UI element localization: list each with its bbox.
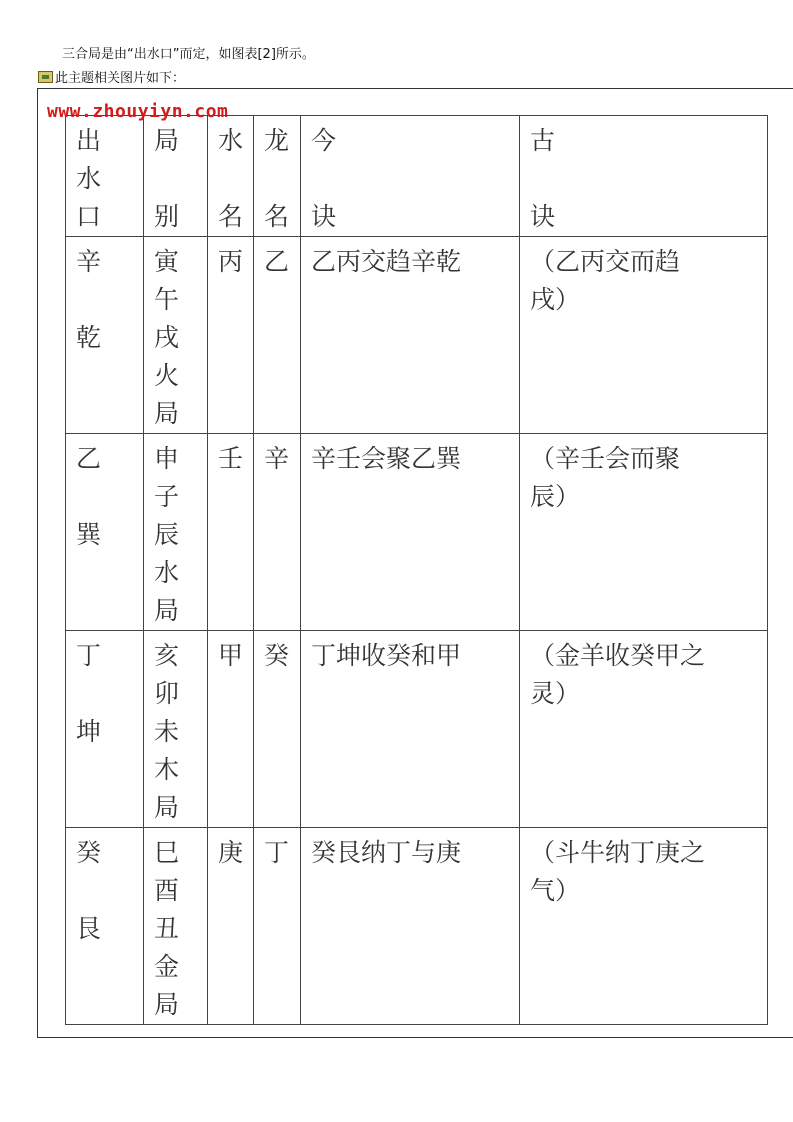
header-water: [208, 116, 254, 237]
outlet-cell: [66, 434, 144, 631]
header-ju-top: 局: [154, 126, 180, 155]
header-gu: [520, 116, 768, 237]
ju-char: 酉: [154, 876, 180, 905]
ju-char: 局: [154, 596, 180, 625]
sanhe-table: [65, 115, 768, 1025]
water-cell: 壬: [208, 434, 254, 631]
ju-char: 午: [154, 285, 180, 314]
outlet-top: 丁: [76, 641, 102, 670]
ju-char: 丑: [154, 914, 180, 943]
gu-line: （金羊收癸甲之: [530, 641, 706, 670]
header-dragon: [254, 116, 301, 237]
ju-char: 局: [154, 793, 180, 822]
dragon-cell: 乙: [254, 237, 301, 434]
water-cell: 甲: [208, 631, 254, 828]
gu-line: 灵）: [530, 679, 581, 708]
ju-char: 申: [154, 444, 180, 473]
image-icon: [38, 71, 53, 83]
jin-cell: 辛壬会聚乙巽: [301, 434, 520, 631]
gu-cell: [520, 434, 768, 631]
outlet-top: 癸: [76, 838, 102, 867]
outlet-bottom: 乾: [76, 323, 102, 352]
outlet-top: 乙: [76, 444, 102, 473]
header-outlet: [66, 116, 144, 237]
ju-char: 子: [154, 482, 180, 511]
gu-line: 戌）: [530, 285, 581, 314]
outlet-bottom: 坤: [76, 717, 102, 746]
table-row: [66, 828, 768, 1025]
gu-line: （辛壬会而聚: [530, 444, 681, 473]
gu-line: （乙丙交而趋: [530, 247, 681, 276]
header-gu-bottom: 诀: [530, 202, 556, 231]
ju-char: 木: [154, 755, 180, 784]
jin-cell: 丁坤收癸和甲: [301, 631, 520, 828]
ju-char: 局: [154, 990, 180, 1019]
ju-char: 未: [154, 717, 180, 746]
gu-cell: [520, 828, 768, 1025]
dragon-cell: 丁: [254, 828, 301, 1025]
outlet-cell: [66, 237, 144, 434]
outlet-bottom: 艮: [76, 914, 102, 943]
outlet-bottom: 巽: [76, 520, 102, 549]
header-water-bottom: 名: [218, 202, 244, 231]
gu-cell: [520, 237, 768, 434]
header-outlet-char-3: 口: [76, 202, 102, 231]
gu-cell: [520, 631, 768, 828]
jin-cell: 癸艮纳丁与庚: [301, 828, 520, 1025]
ju-char: 水: [154, 558, 180, 587]
jin-cell: 乙丙交趋辛乾: [301, 237, 520, 434]
header-water-top: 水: [218, 126, 244, 155]
header-row: [66, 116, 768, 237]
caption-label: 此主题相关图片如下：: [55, 71, 186, 86]
header-ju-bottom: 别: [154, 202, 180, 231]
gu-line: （斗牛纳丁庚之: [530, 838, 706, 867]
table-row: [66, 434, 768, 631]
header-jin: [301, 116, 520, 237]
header-ju: [144, 116, 208, 237]
table-row: [66, 631, 768, 828]
ju-char: 局: [154, 399, 180, 428]
watermark: www.zhouyiyn.com: [47, 101, 229, 122]
ju-cell: [144, 631, 208, 828]
intro-text: 三合局是由“出水口”而定，如图表[2]所示。: [62, 47, 315, 62]
ju-char: 金: [154, 952, 180, 981]
ju-char: 辰: [154, 520, 180, 549]
table-row: [66, 237, 768, 434]
gu-line: 气）: [530, 876, 581, 905]
water-cell: 庚: [208, 828, 254, 1025]
ju-char: 寅: [154, 247, 180, 276]
ju-char: 亥: [154, 641, 180, 670]
header-dragon-bottom: 名: [264, 202, 290, 231]
dragon-cell: 辛: [254, 434, 301, 631]
header-outlet-char-1: 出: [76, 126, 102, 155]
ju-char: 巳: [154, 838, 180, 867]
header-outlet-char-2: 水: [76, 164, 102, 193]
header-jin-bottom: 诀: [311, 202, 337, 231]
ju-cell: [144, 434, 208, 631]
ju-char: 戌: [154, 323, 180, 352]
outlet-cell: [66, 828, 144, 1025]
ju-cell: [144, 828, 208, 1025]
header-dragon-top: 龙: [264, 126, 290, 155]
gu-line: 辰）: [530, 482, 581, 511]
water-cell: 丙: [208, 237, 254, 434]
outlet-top: 辛: [76, 247, 102, 276]
ju-cell: [144, 237, 208, 434]
image-caption: [38, 67, 185, 86]
outlet-cell: [66, 631, 144, 828]
dragon-cell: 癸: [254, 631, 301, 828]
header-gu-top: 古: [530, 126, 556, 155]
ju-char: 火: [154, 361, 180, 390]
header-jin-top: 今: [311, 126, 337, 155]
ju-char: 卯: [154, 679, 180, 708]
